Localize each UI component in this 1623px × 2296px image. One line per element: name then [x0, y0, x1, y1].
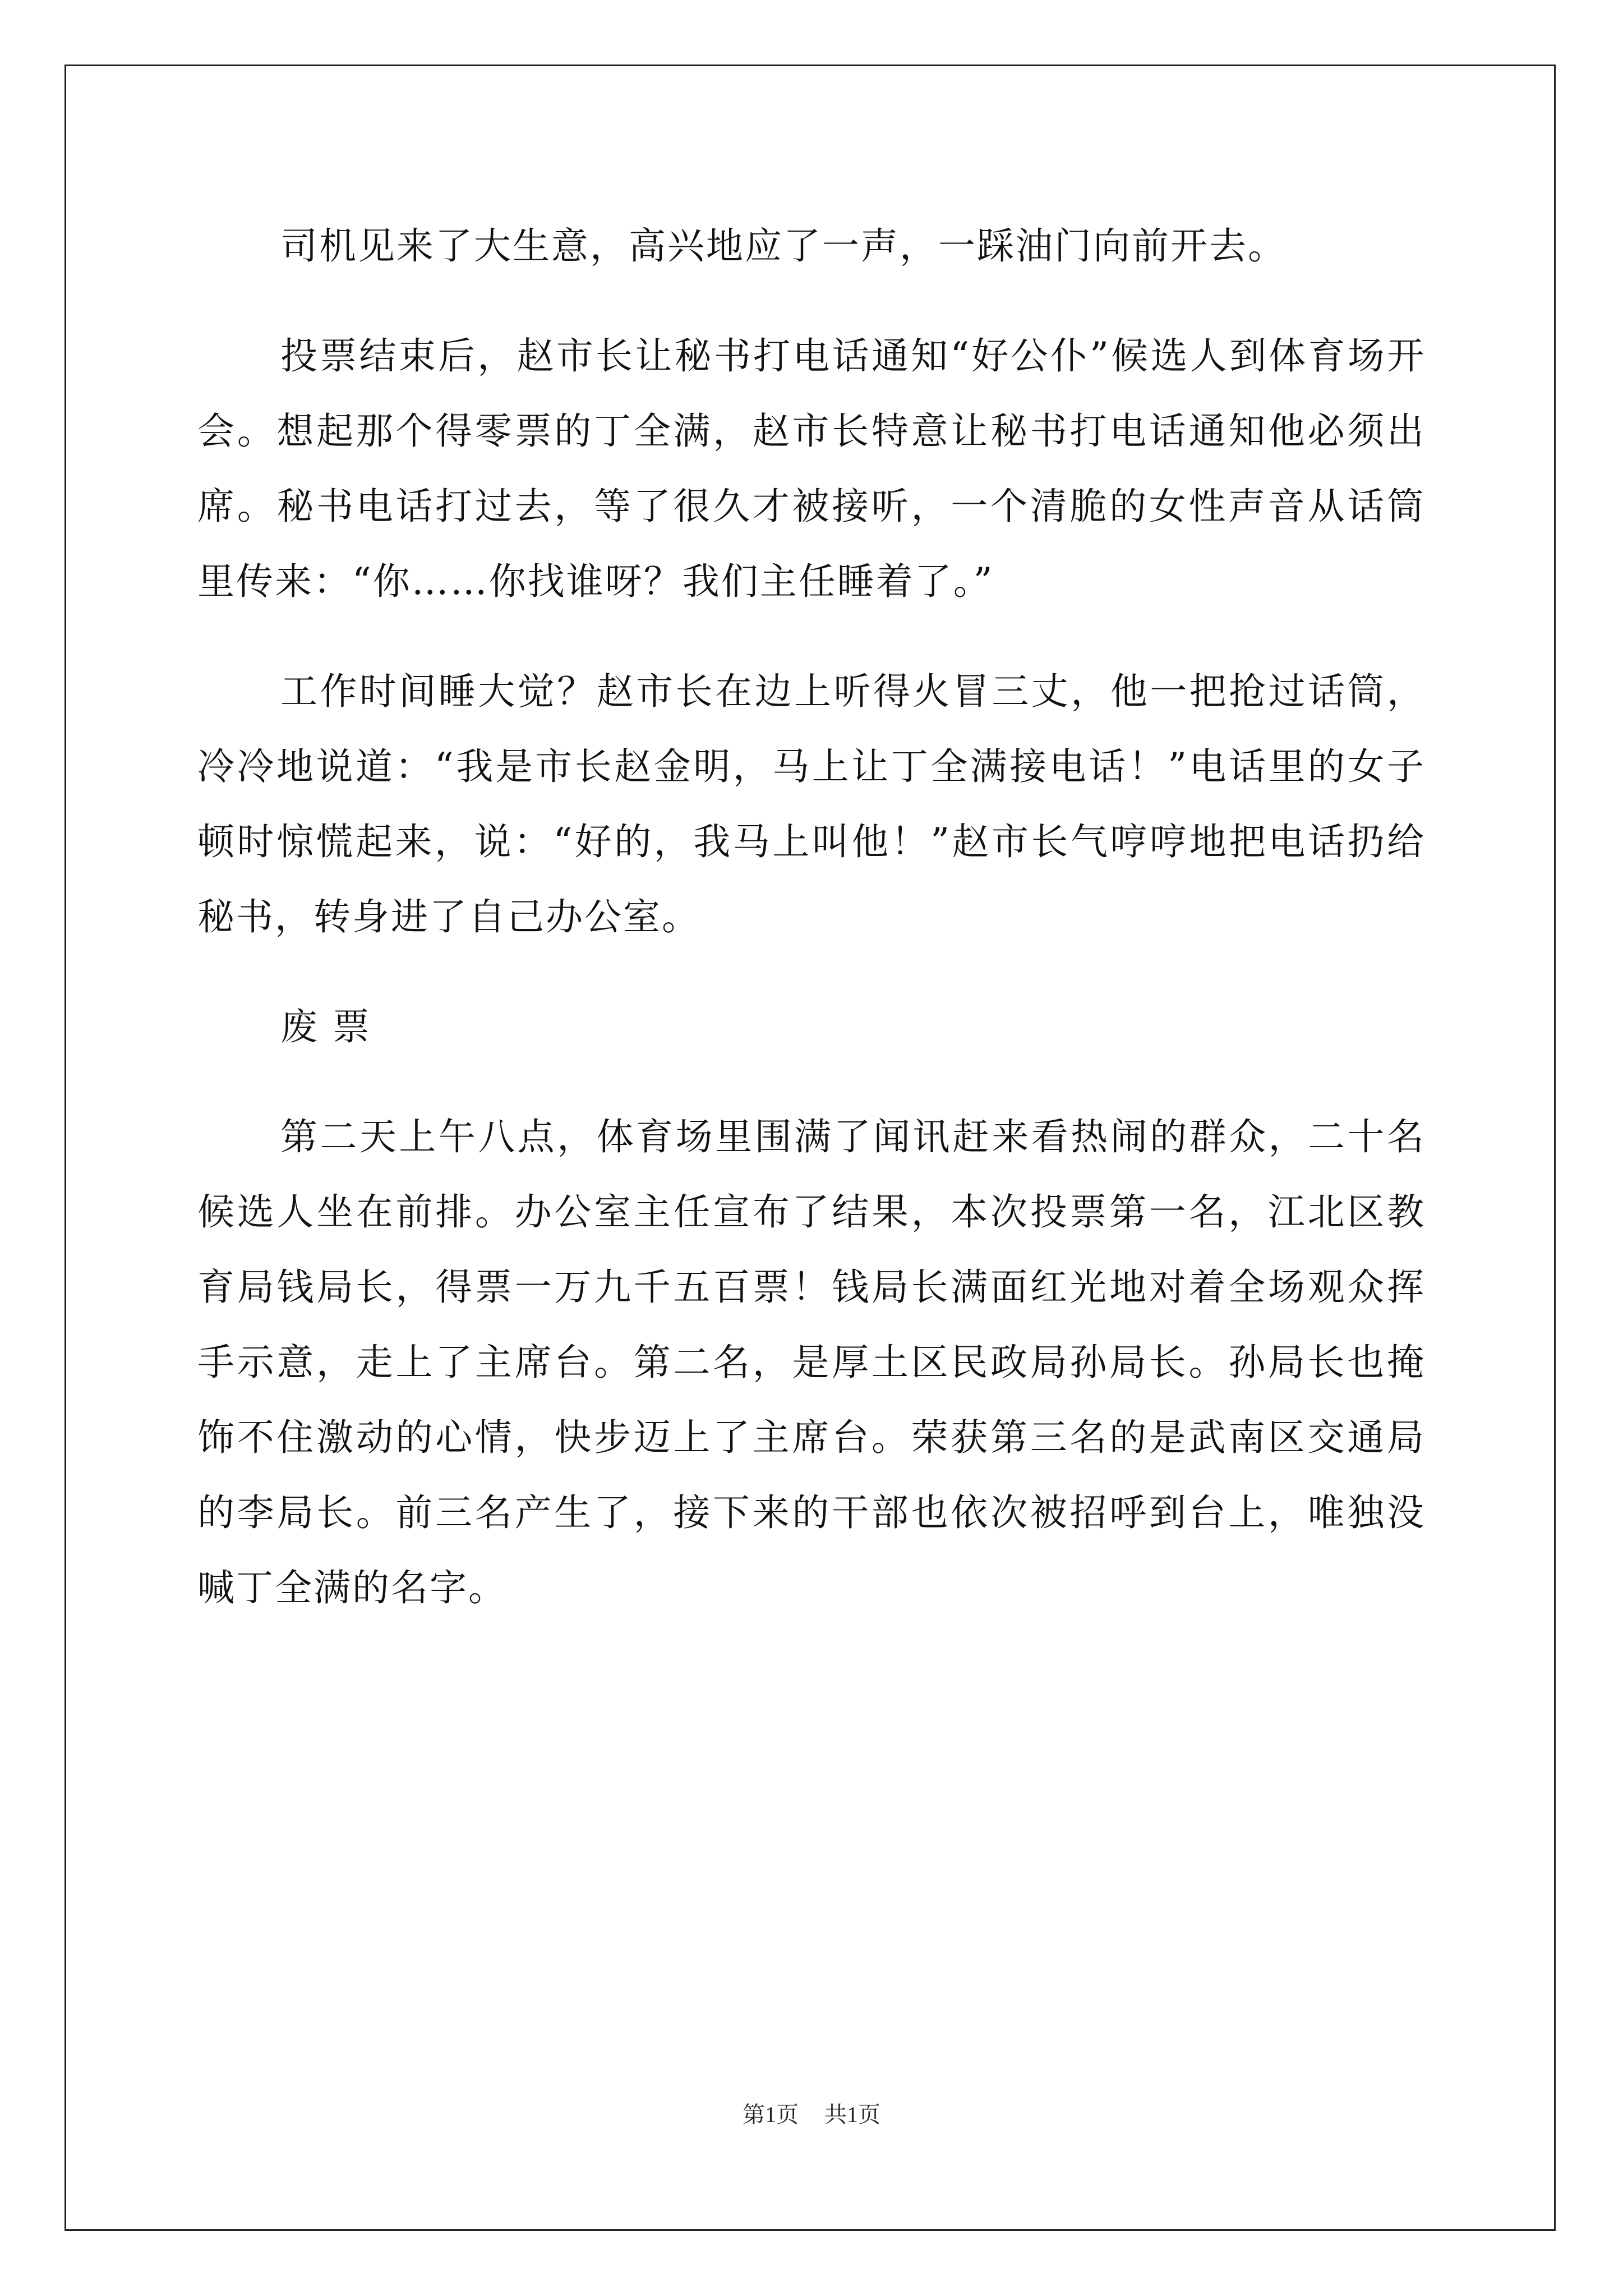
- page-footer: [0, 2101, 1623, 2129]
- page-number: 第1页: [743, 2102, 799, 2127]
- document-body: [197, 209, 1426, 1626]
- paragraph-4: 第二天上午八点，体育场里围满了闻讯赶来看热闹的群众，二十名候选人坐在前排。办公室主任宣布了结果，本次投票第一名，江北区教育局钱局长，得票一万九千五百票！钱局长满面红光地对着全场观众挥手示意，走上了主席台。第二名，是厚土区民政局孙局长。孙局长也掩饰不住激动的心情，快步迈上了主席台。荣获第三名的是武南区交通局的李局长。前三名产生了，接下来的干部也依次被招呼到台上，唯独没喊丁全满的名字。: [197, 1115, 1426, 1609]
- paragraph-2: 投票结束后，赵市长让秘书打电话通知“好公仆”候选人到体育场开会。想起那个得零票的丁全满，赵市长特意让秘书打电话通知他必须出席。秘书电话打过去，等了很久才被接听，一个清脆的女性声音从话筒里传来：“你……你找谁呀？我们主任睡着了。”: [197, 334, 1426, 603]
- paragraph-1: 司机见来了大生意，高兴地应了一声，一踩油门向前开去。: [280, 224, 1287, 268]
- page-total: 共1页: [824, 2102, 880, 2127]
- section-heading: 废 票: [280, 1005, 371, 1048]
- paragraph-3: 工作时间睡大觉？赵市长在边上听得火冒三丈，他一把抢过话筒，冷冷地说道：“我是市长赵金明，马上让丁全满接电话！”电话里的女子顿时惊慌起来，说：“好的，我马上叫他！”赵市长气哼哼地把电话扔给秘书，转身进了自己办公室。: [197, 670, 1426, 938]
